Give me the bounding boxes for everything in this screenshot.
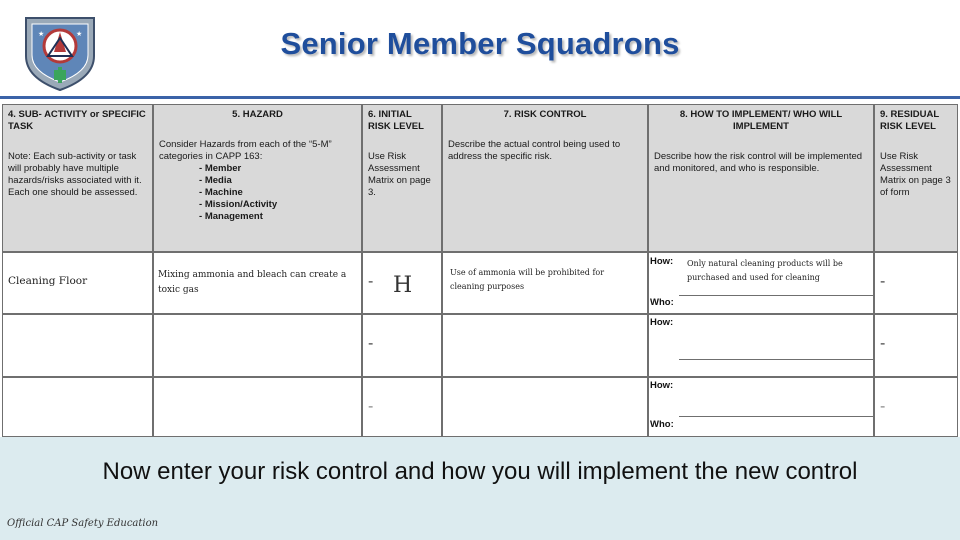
table-row-2-implement[interactable]: How: bbox=[648, 314, 874, 377]
column-header-risk-control: 7. RISK CONTROL Describe the actual control being used to address the specific risk. bbox=[442, 104, 648, 252]
footer-credit: Official CAP Safety Education bbox=[7, 518, 159, 529]
column-header-residual-risk: 9. RESIDUAL RISK LEVEL Use Risk Assessment Matrix on page 3 of form bbox=[874, 104, 958, 252]
svg-text:★: ★ bbox=[76, 30, 83, 38]
table-row-3-task[interactable] bbox=[2, 377, 153, 437]
slide-header bbox=[0, 0, 960, 98]
table-row-1-implement[interactable]: How: Only natural cleaning products will be purchased and used for cleaning Who: bbox=[648, 252, 874, 314]
table-row-3-control[interactable] bbox=[442, 377, 648, 437]
instruction-text: Now enter your risk control and how you will implement the new control bbox=[102, 458, 858, 485]
table-row-3-initial-risk[interactable]: - bbox=[362, 377, 442, 437]
column-header-initial-risk: 6. INITIAL RISK LEVEL Use Risk Assessment Matrix on page 3. bbox=[362, 104, 442, 252]
table-row-1-initial-risk[interactable]: - H bbox=[362, 252, 442, 314]
column-header-implement: 8. HOW TO IMPLEMENT/ WHO WILL IMPLEMENT Describe how the risk control will be implemented and monitored, and who is responsible. bbox=[648, 104, 874, 252]
table-row-3-implement[interactable]: How: Who: bbox=[648, 377, 874, 437]
page-title: Senior Member Squadrons bbox=[280, 26, 680, 61]
table-row-3-residual[interactable]: - bbox=[874, 377, 958, 437]
initial-risk-value: H bbox=[393, 273, 413, 298]
how-underline bbox=[679, 416, 873, 417]
table-row-1-task[interactable]: Cleaning Floor bbox=[2, 252, 153, 314]
how-underline bbox=[679, 359, 873, 360]
table-row-1-residual[interactable]: - bbox=[874, 252, 958, 314]
column-header-hazard: 5. HAZARD Consider Hazards from each of the “5-M” categories in CAPP 163: - Member - Media - Machine - Mission/Activity - Management bbox=[153, 104, 362, 252]
table-row-2-residual[interactable]: - bbox=[874, 314, 958, 377]
risk-worksheet-table bbox=[0, 100, 960, 437]
five-m-list: - Member - Media - Machine - Mission/Activity - Management bbox=[159, 163, 356, 223]
table-row-3-hazard[interactable] bbox=[153, 377, 362, 437]
table-row-2-task[interactable] bbox=[2, 314, 153, 377]
title-divider bbox=[0, 96, 960, 99]
table-row-2-hazard[interactable] bbox=[153, 314, 362, 377]
table-row-2-control[interactable] bbox=[442, 314, 648, 377]
column-header-task: 4. SUB- ACTIVITY or SPECIFIC TASK Note: Each sub-activity or task will probably have multiple hazards/risks associated with it. Each one should be assessed. bbox=[2, 104, 153, 252]
table-row-2-initial-risk[interactable]: - bbox=[362, 314, 442, 377]
how-underline bbox=[679, 295, 873, 296]
svg-text:★: ★ bbox=[38, 30, 45, 38]
table-row-1-control[interactable]: Use of ammonia will be prohibited for cleaning purposes bbox=[442, 252, 648, 314]
table-row-1-hazard[interactable]: Mixing ammonia and bleach can create a toxic gas bbox=[153, 252, 362, 314]
